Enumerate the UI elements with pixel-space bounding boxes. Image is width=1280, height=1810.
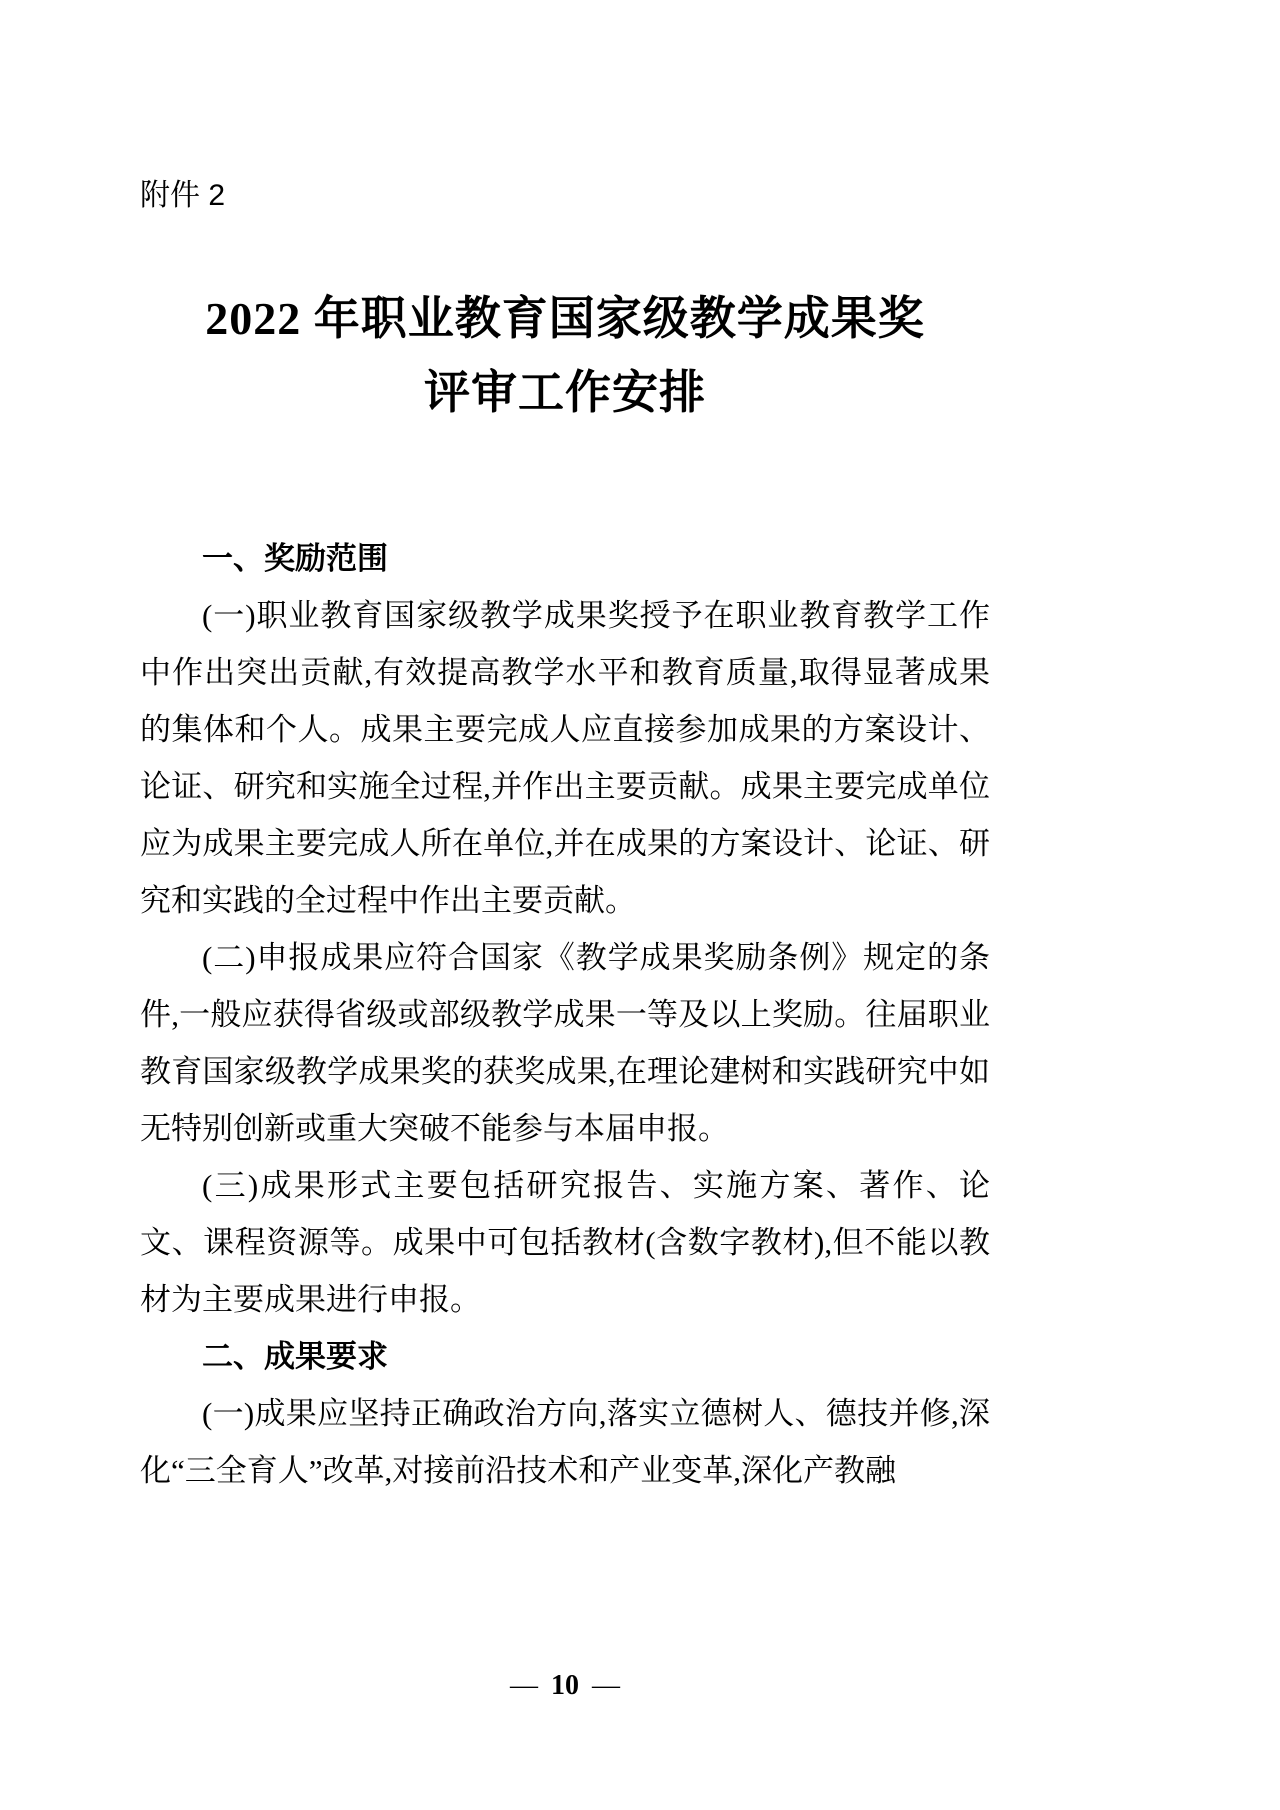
footer-dash-right: —	[592, 1670, 620, 1701]
document-content	[140, 0, 990, 1499]
document-title	[140, 282, 990, 430]
paragraph-award-scope-3: (三)成果形式主要包括研究报告、实施方案、著作、论文、课程资源等。成果中可包括教材(含数字教材),但不能以教材为主要成果进行申报。	[140, 1168, 990, 1317]
paragraph-achievement-requirements-1: (一)成果应坚持正确政治方向,落实立德树人、德技并修,深化“三全育人”改革,对接前沿技术和产业变革,深化产教融	[140, 1396, 990, 1488]
title-line-1: 2022 年职业教育国家级教学成果奖	[205, 293, 925, 344]
title-line-2: 评审工作安排	[424, 367, 706, 418]
attachment-label: 附件 2	[140, 179, 226, 212]
section-heading-achievement-requirements: 二、成果要求	[202, 1339, 388, 1374]
paragraph-award-scope-1: (一)职业教育国家级教学成果奖授予在职业教育教学工作中作出突出贡献,有效提高教学水平和教育质量,取得显著成果的集体和个人。成果主要完成人应直接参加成果的方案设计、论证、研究和实施全过程,并作出主要贡献。成果主要完成单位应为成果主要完成人所在单位,并在成果的方案设计、论证、研究和实践的全过程中作出主要贡献。	[140, 598, 990, 918]
section-heading-award-scope: 一、奖励范围	[202, 541, 388, 576]
document-body	[140, 530, 990, 1499]
paragraph-award-scope-2: (二)申报成果应符合国家《教学成果奖励条例》规定的条件,一般应获得省级或部级教学成果一等及以上奖励。往届职业教育国家级教学成果奖的获奖成果,在理论建树和实践研究中如无特别创新或重大突破不能参与本届申报。	[140, 940, 990, 1146]
page-footer	[140, 1668, 990, 1704]
page-number: 10	[551, 1670, 579, 1701]
footer-dash-left: —	[510, 1670, 538, 1701]
